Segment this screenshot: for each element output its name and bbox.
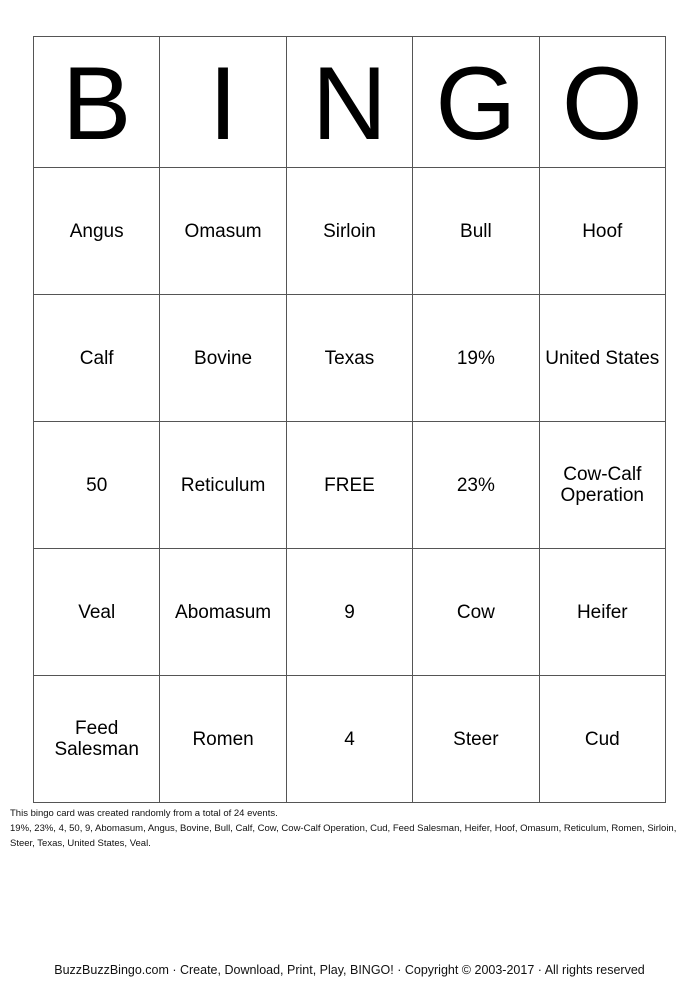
header-letter-g: G <box>413 37 539 168</box>
bingo-cell: Feed Salesman <box>34 676 160 803</box>
card-summary: This bingo card was created randomly from a total of 24 events. <box>10 808 278 819</box>
bingo-cell: Heifer <box>539 549 665 676</box>
bingo-cell: Calf <box>34 295 160 422</box>
bingo-cell: Cow-Calf Operation <box>539 422 665 549</box>
header-letter-n: N <box>286 37 412 168</box>
bingo-row <box>34 549 666 676</box>
bingo-cell: Texas <box>286 295 412 422</box>
bingo-cell: Bull <box>413 168 539 295</box>
bingo-cell: Cud <box>539 676 665 803</box>
header-letter-b: B <box>34 37 160 168</box>
bingo-row <box>34 295 666 422</box>
footer-copyright: BuzzBuzzBingo.com · Create, Download, Print, Play, BINGO! · Copyright © 2003-2017 · All rights reserved <box>54 963 645 977</box>
bingo-cell: 23% <box>413 422 539 549</box>
bingo-cell: Sirloin <box>286 168 412 295</box>
card-info <box>10 806 690 851</box>
bingo-cell: Cow <box>413 549 539 676</box>
bingo-cell: Hoof <box>539 168 665 295</box>
bingo-cell: Omasum <box>160 168 286 295</box>
free-space-cell: FREE <box>286 422 412 549</box>
bingo-row <box>34 168 666 295</box>
bingo-cell: Abomasum <box>160 549 286 676</box>
bingo-cell: Romen <box>160 676 286 803</box>
bingo-cell: Angus <box>34 168 160 295</box>
bingo-card <box>33 36 666 803</box>
bingo-cell: United States <box>539 295 665 422</box>
bingo-cell: Reticulum <box>160 422 286 549</box>
bingo-header-row <box>34 37 666 168</box>
bingo-cell: Steer <box>413 676 539 803</box>
bingo-cell: 19% <box>413 295 539 422</box>
bingo-cell: 50 <box>34 422 160 549</box>
header-letter-o: O <box>539 37 665 168</box>
bingo-cell: 9 <box>286 549 412 676</box>
bingo-cell: Veal <box>34 549 160 676</box>
event-list: 19%, 23%, 4, 50, 9, Abomasum, Angus, Bovine, Bull, Calf, Cow, Cow-Calf Operation, Cud, Feed Salesman, Heifer, Hoof, Omasum, Reticulum, Romen, Sirloin, Steer, Texas, United States, Veal. <box>10 823 677 849</box>
header-letter-i: I <box>160 37 286 168</box>
bingo-cell: 4 <box>286 676 412 803</box>
bingo-cell: Bovine <box>160 295 286 422</box>
bingo-row <box>34 422 666 549</box>
bingo-row <box>34 676 666 803</box>
